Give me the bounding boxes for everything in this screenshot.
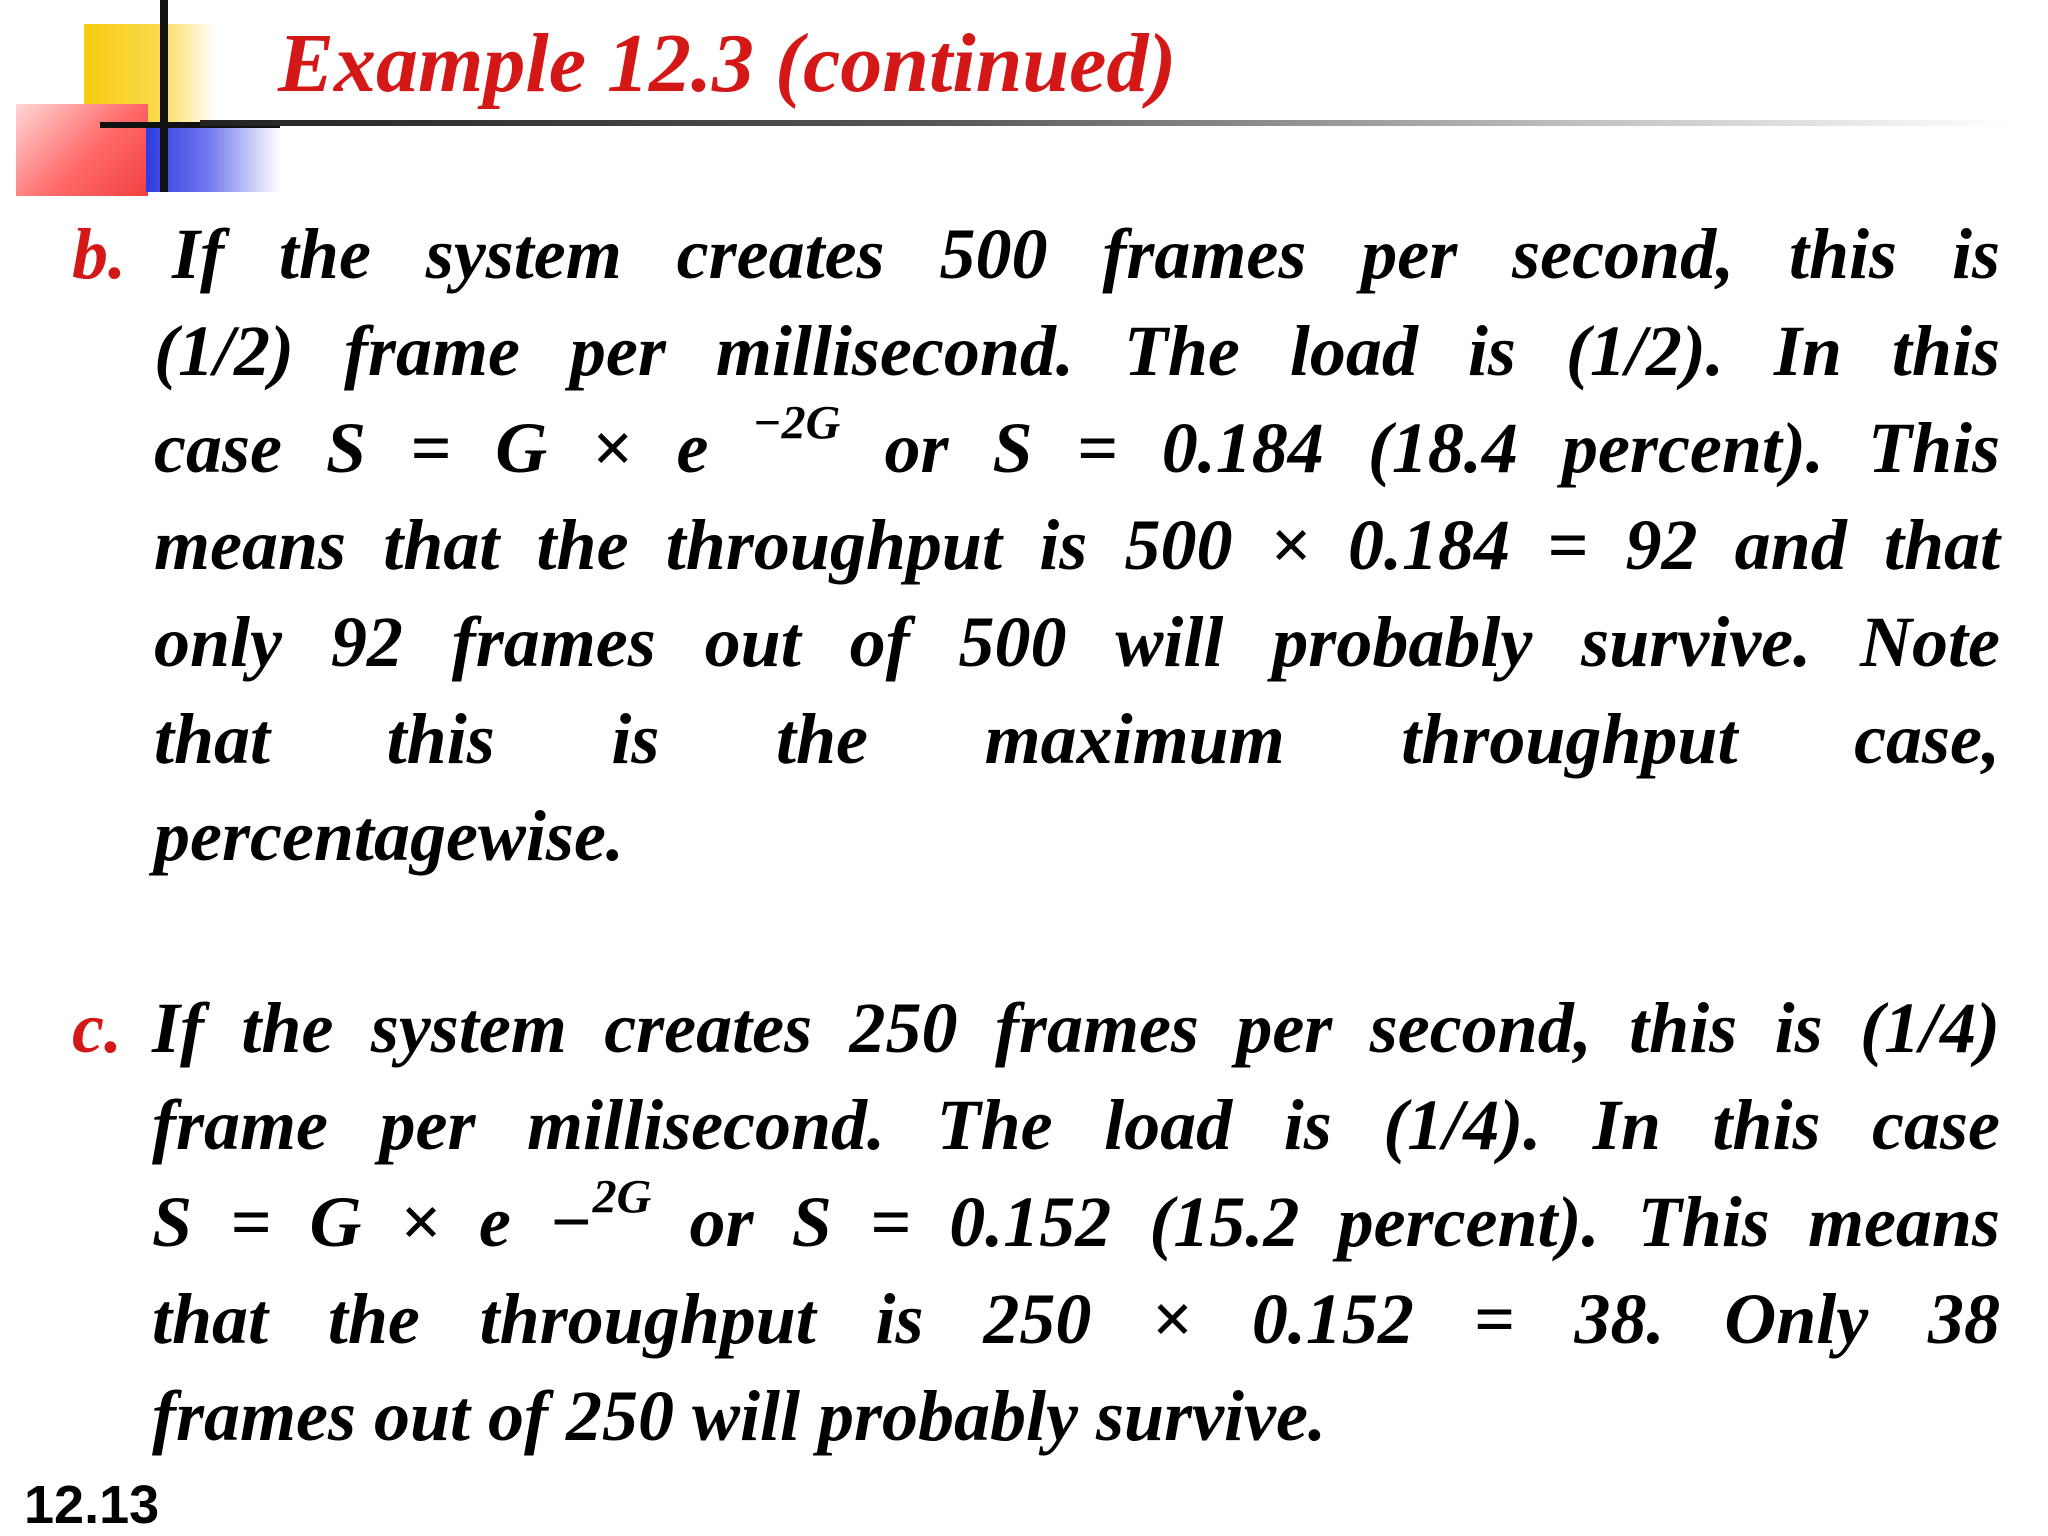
paragraph-c-line-3 bbox=[152, 1170, 2000, 1271]
paragraph-c-exponent: 2G bbox=[592, 1170, 652, 1224]
paragraph-c bbox=[72, 980, 2000, 1465]
paragraph-b-line-4: means that the throughput is 500 × 0.184 = 92 and that bbox=[154, 505, 2000, 585]
paragraph-c-line-5: frames out of 250 will probably survive. bbox=[152, 1376, 1326, 1456]
paragraph-b-line-5: only 92 frames out of 500 will probably survive. Note bbox=[154, 602, 2000, 682]
paragraph-c-formula-start: S = G × e − bbox=[152, 1182, 593, 1262]
paragraph-b-line-1: If the system creates 500 frames per second, this is bbox=[172, 214, 2000, 294]
paragraph-c-line-4: that the throughput is 250 × 0.152 = 38. Only 38 bbox=[152, 1279, 2000, 1359]
paragraph-b-formula-start: case S = G × e bbox=[154, 408, 709, 488]
paragraph-b bbox=[72, 206, 2000, 885]
paragraph-c-marker: c. bbox=[72, 988, 122, 1068]
paragraph-c-line-2: frame per millisecond. The load is (1/4). In this case bbox=[152, 1085, 2000, 1165]
paragraph-b-marker: b. bbox=[72, 214, 126, 294]
slide-number: 12.13 bbox=[24, 1475, 160, 1535]
logo-red-square bbox=[16, 104, 148, 196]
paragraph-c-formula-end: or S = 0.152 (15.2 percent). This means bbox=[689, 1182, 2000, 1262]
paragraph-b-line-6: that this is the maximum throughput case, bbox=[154, 699, 2000, 779]
paragraph-b-line-2: (1/2) frame per millisecond. The load is (1/2). In this bbox=[154, 311, 2000, 391]
paragraph-b-line-3 bbox=[154, 396, 2001, 497]
logo-vertical-line bbox=[160, 0, 168, 192]
paragraph-b-line-7: percentagewise. bbox=[154, 796, 624, 876]
slide-title: Example 12.3 (continued) bbox=[278, 17, 1177, 110]
paragraph-b-exponent: −2G bbox=[752, 396, 841, 450]
paragraph-c-line-1: If the system creates 250 frames per second, this is (1/4) bbox=[152, 988, 2000, 1068]
title-underline bbox=[200, 120, 2010, 126]
slide-logo-decoration bbox=[0, 0, 280, 200]
paragraph-b-formula-end: or S = 0.184 (18.4 percent). This bbox=[884, 408, 2001, 488]
